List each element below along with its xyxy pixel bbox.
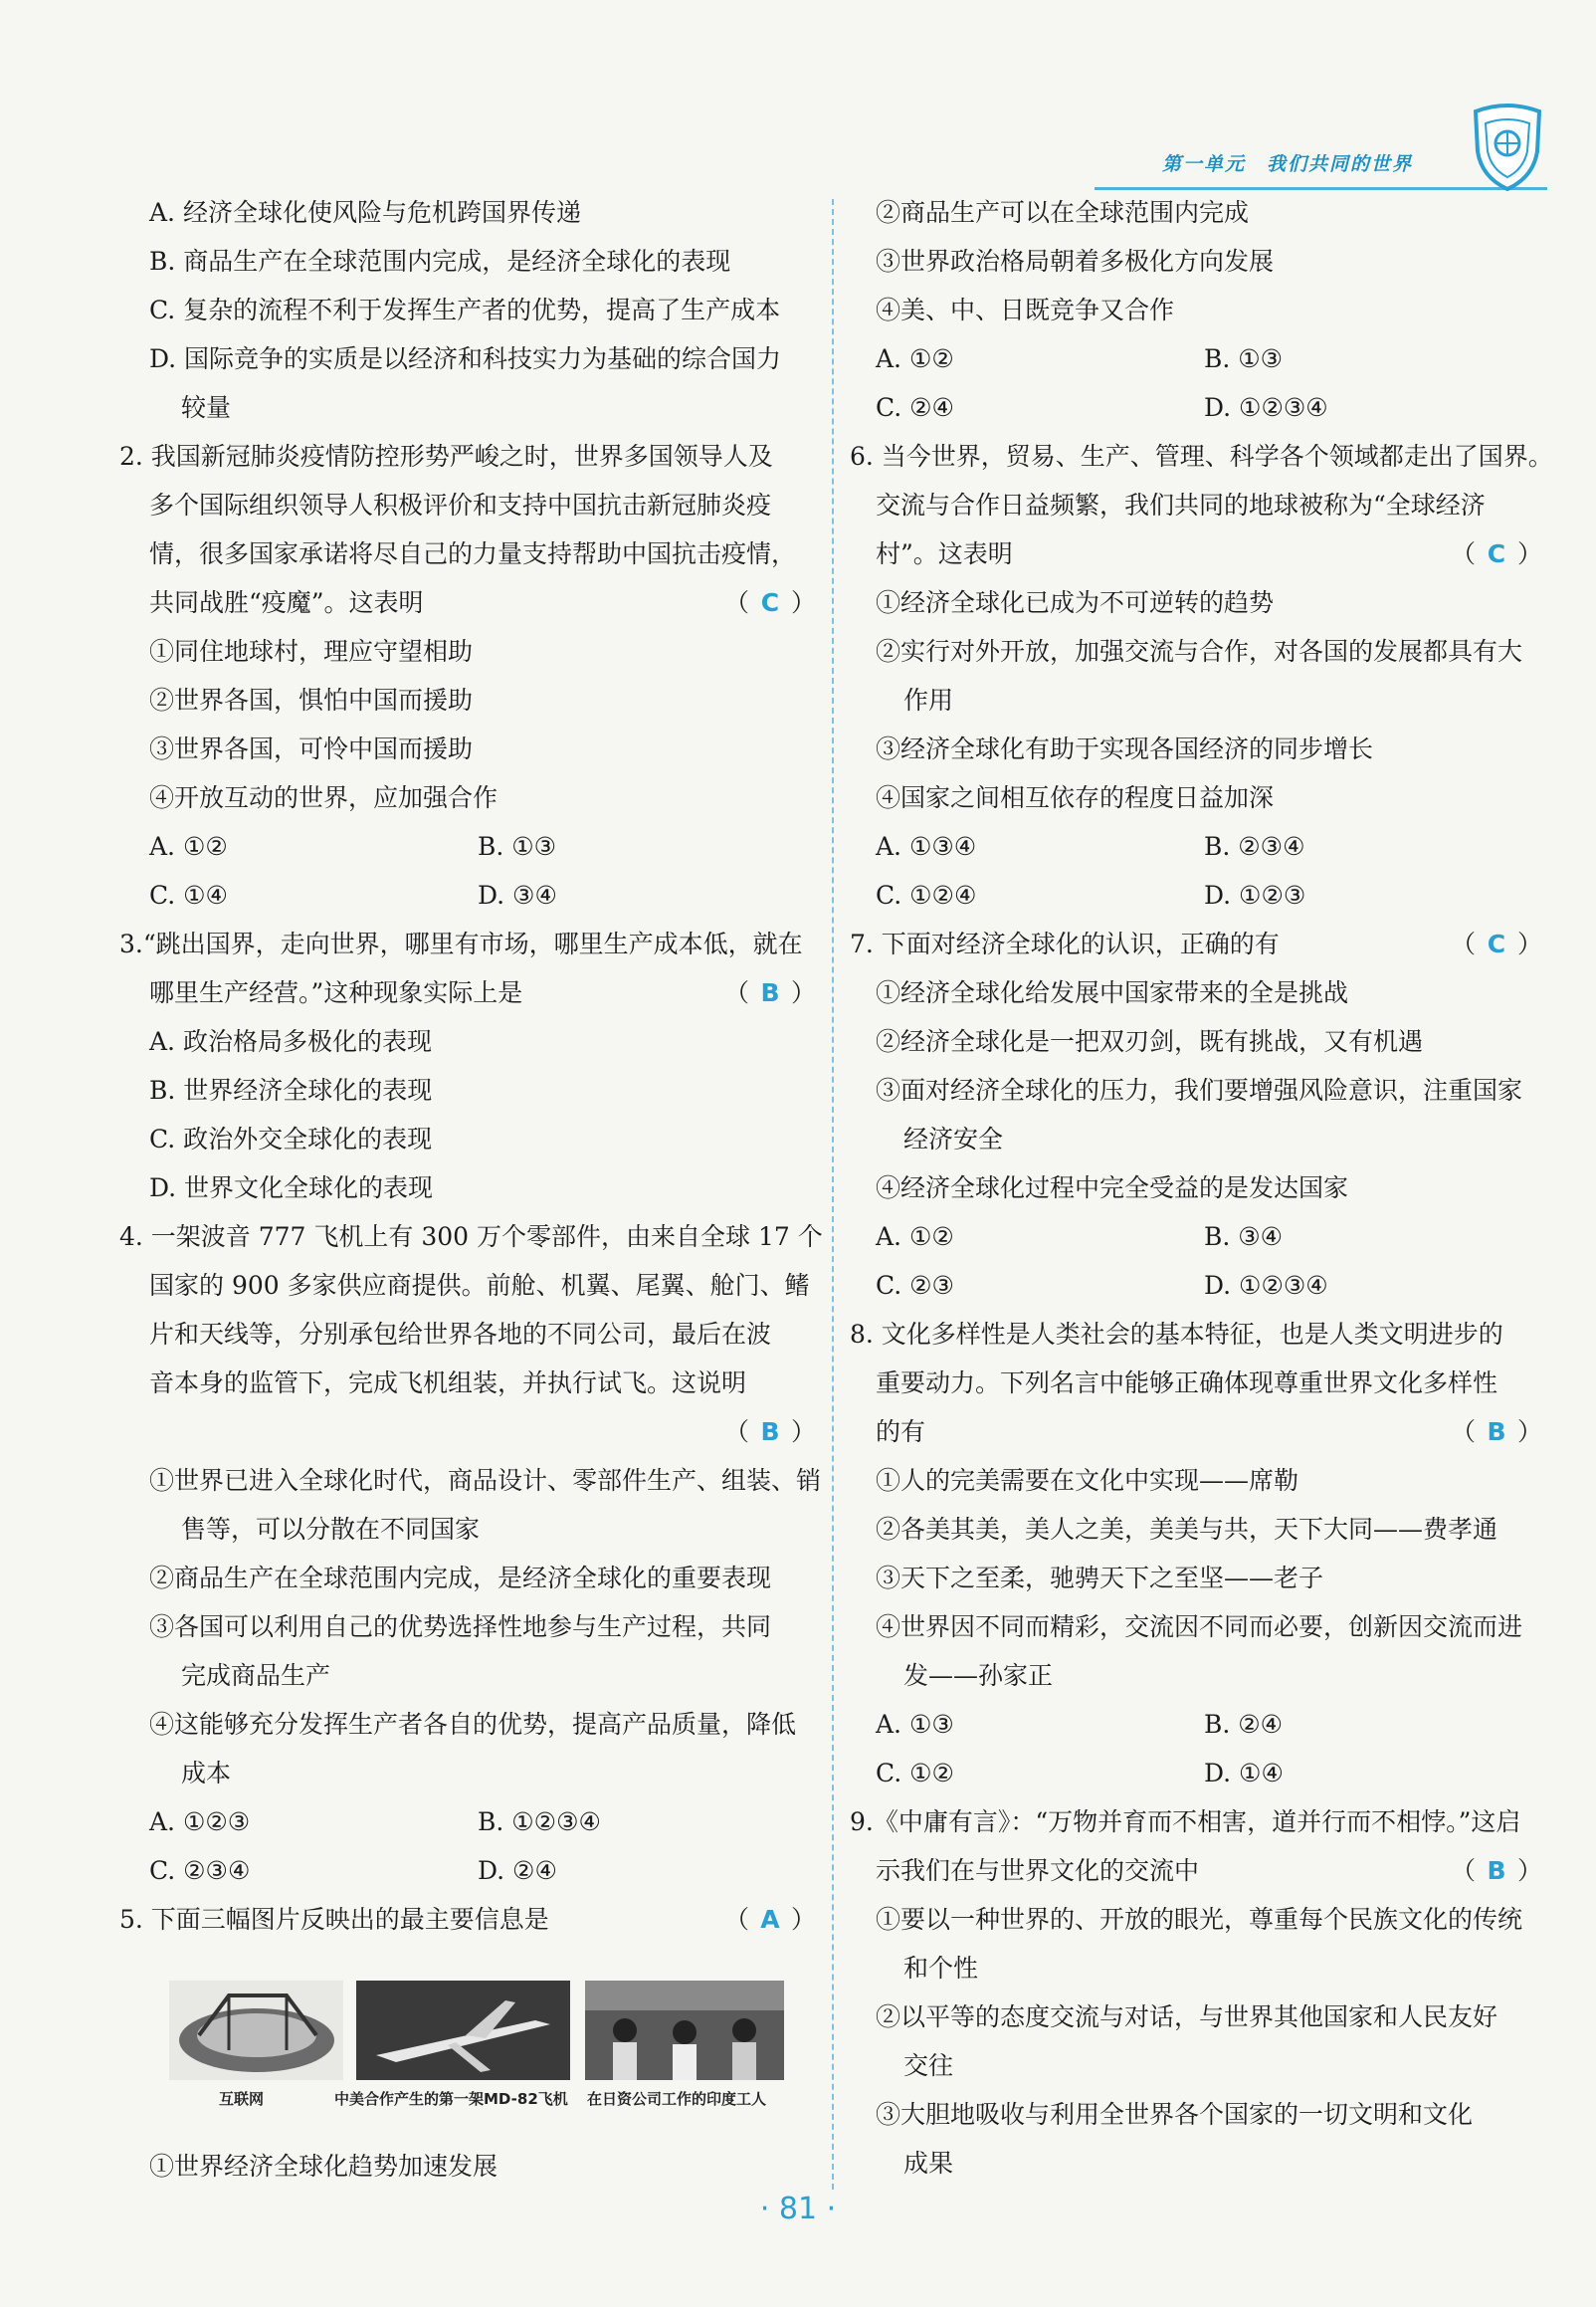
q7-options-row-1 (864, 1213, 1550, 1261)
q4-choice-d: D. ②④ (478, 1856, 557, 1885)
q4-item-3-cont: 完成商品生产 (181, 1661, 331, 1690)
q9-answer: （ B ） (1451, 1847, 1542, 1895)
q8-item-4-cont: 发——孙家正 (903, 1661, 1054, 1690)
q6-item-4: ④国家之间相互依存的程度日益加深 (876, 783, 1275, 812)
q4-choice-a: A. ①②③ (149, 1807, 251, 1836)
q5-item-1: ①世界经济全球化趋势加速发展 (149, 2152, 499, 2181)
q8-options-row-1 (864, 1701, 1550, 1749)
q6-stem-1: 6. 当今世界，贸易、生产、管理、科学各个领域都走出了国界。 (850, 442, 1553, 471)
q8-choice-a: A. ①③ (876, 1710, 954, 1739)
q1-option-d-cont: 较量 (181, 393, 232, 422)
q2-options-row-1 (119, 823, 816, 871)
q4-options-row-2 (119, 1847, 816, 1895)
q9-answer-letter: B (1487, 1856, 1506, 1885)
q7-stem (850, 921, 1542, 968)
workers-picture (585, 1981, 784, 2080)
q4-stem-2: 国家的 900 多家供应商提供。前舱、机翼、尾翼、舱门、鳍 (149, 1271, 810, 1300)
q8-item-1: ①人的完美需要在文化中实现——席勒 (876, 1466, 1299, 1495)
q7-item-4: ④经济全球化过程中完全受益的是发达国家 (876, 1173, 1349, 1202)
q2-choice-c: C. ①④ (149, 881, 228, 910)
q4-item-4-cont: 成本 (181, 1759, 232, 1787)
q2-choice-a: A. ①② (149, 832, 228, 861)
q8-item-4: ④世界因不同而精彩，交流因不同而必要，创新因交流而进 (876, 1612, 1523, 1641)
q7-item-3: ③面对经济全球化的压力，我们要增强风险意识，注重国家 (876, 1076, 1523, 1105)
q7-item-3-cont: 经济安全 (903, 1125, 1004, 1154)
q4-item-2: ②商品生产在全球范围内完成，是经济全球化的重要表现 (149, 1564, 772, 1592)
q3-answer: （ B ） (724, 969, 816, 1017)
q4-item-4: ④这能够充分发挥生产者各自的优势，提高产品质量，降低 (149, 1710, 797, 1739)
q5-item-4: ④美、中、日既竞争又合作 (876, 296, 1175, 324)
q5-choice-b: B. ①③ (1204, 344, 1284, 373)
q2-item-3: ③世界各国，可怜中国而援助 (149, 734, 474, 763)
q3-stem-1: 3.“跳出国界，走向世界，哪里有市场，哪里生产成本低，就在 (119, 930, 803, 958)
q8-choice-d: D. ①④ (1204, 1759, 1284, 1787)
q4-stem-3: 片和天线等，分别承包给世界各地的不同公司，最后在波 (149, 1320, 772, 1349)
q5-item-3: ③世界政治格局朝着多极化方向发展 (876, 247, 1275, 276)
q7-choice-c: C. ②③ (876, 1271, 954, 1300)
q6-answer-letter: C (1487, 539, 1506, 568)
q5-choice-a: A. ①② (876, 344, 954, 373)
q4-item-3: ③各国可以利用自己的优势选择性地参与生产过程，共同 (149, 1612, 772, 1641)
q6-answer: （ C ） (1451, 530, 1542, 578)
q5-pictures (169, 1981, 806, 2110)
q8-answer-letter: B (1487, 1417, 1506, 1446)
q4-stem-1: 4. 一架波音 777 飞机上有 300 万个零部件，由来自全球 17 个 (119, 1222, 823, 1251)
q5-answer: （ A ） (724, 1896, 816, 1944)
q4-choice-c: C. ②③④ (149, 1856, 251, 1885)
q1-option-a: A. 经济全球化使风险与危机跨国界传递 (149, 198, 581, 227)
q1-option-d: D. 国际竞争的实质是以经济和科技实力为基础的综合国力 (149, 344, 782, 373)
q3-answer-letter: B (760, 978, 780, 1007)
q8-stem-1: 8. 文化多样性是人类社会的基本特征，也是人类文明进步的 (850, 1320, 1503, 1349)
q4-answer: （ B ） (724, 1408, 816, 1456)
q4-options-row-1 (119, 1798, 816, 1846)
q2-stem-2: 多个国际组织领导人积极评价和支持中国抗击新冠肺炎疫 (149, 491, 772, 520)
q6-item-3: ③经济全球化有助于实现各国经济的同步增长 (876, 734, 1374, 763)
q5-options-row-1 (864, 335, 1550, 383)
q8-stem-2: 重要动力。下列名言中能够正确体现尊重世界文化多样性 (876, 1368, 1498, 1397)
q6-options-row-1 (864, 823, 1550, 871)
column-divider (832, 199, 834, 2190)
q8-choice-b: B. ②④ (1204, 1710, 1284, 1739)
q2-choice-b: B. ①③ (478, 832, 557, 861)
q8-answer: （ B ） (1451, 1408, 1542, 1456)
q6-item-2: ②实行对外开放，加强交流与合作，对各国的发展都具有大 (876, 637, 1523, 666)
q2-stem-4 (149, 579, 816, 627)
internet-picture (169, 1981, 343, 2080)
q7-choice-a: A. ①② (876, 1222, 954, 1251)
q6-options-row-2 (864, 872, 1550, 920)
q8-options-row-2 (864, 1750, 1550, 1797)
q6-choice-d: D. ①②③ (1204, 881, 1306, 910)
caption-airplane: 中美合作产生的第一架MD-82飞机 (334, 2090, 568, 2108)
q7-choice-d: D. ①②③④ (1204, 1271, 1328, 1300)
q2-options-row-2 (119, 872, 816, 920)
q2-item-4: ④开放互动的世界，应加强合作 (149, 783, 499, 812)
q7-stem-text: 7. 下面对经济全球化的认识，正确的有 (850, 930, 1280, 958)
q5-choice-c: C. ②④ (876, 393, 954, 422)
q3-option-c: C. 政治外交全球化的表现 (149, 1125, 433, 1154)
q6-stem-3 (876, 530, 1542, 578)
q7-item-1: ①经济全球化给发展中国家带来的全是挑战 (876, 978, 1349, 1007)
airplane-picture (356, 1981, 570, 2080)
q4-answer-line (149, 1408, 816, 1456)
q7-item-2: ②经济全球化是一把双刃剑，既有挑战，又有机遇 (876, 1027, 1424, 1056)
q2-item-1: ①同住地球村，理应守望相助 (149, 637, 474, 666)
q2-choice-d: D. ③④ (478, 881, 557, 910)
q2-answer: （ C ） (724, 579, 816, 627)
q7-options-row-2 (864, 1262, 1550, 1310)
q9-item-3: ③大胆地吸收与利用全世界各个国家的一切文明和文化 (876, 2100, 1474, 2129)
caption-workers: 在日资公司工作的印度工人 (587, 2090, 767, 2108)
q2-answer-letter: C (760, 588, 780, 617)
q8-choice-c: C. ①② (876, 1759, 954, 1787)
q9-item-3-cont: 成果 (903, 2149, 954, 2178)
q4-choice-b: B. ①②③④ (478, 1807, 601, 1836)
q4-item-1-cont: 售等，可以分散在不同国家 (181, 1515, 481, 1544)
q6-choice-b: B. ②③④ (1204, 832, 1305, 861)
q5-answer-letter: A (760, 1905, 780, 1934)
q5-options-row-2 (864, 384, 1550, 432)
q5-stem (119, 1896, 816, 1944)
q9-item-2: ②以平等的态度交流与对话，与世界其他国家和人民友好 (876, 2002, 1498, 2031)
q5-stem-text: 5. 下面三幅图片反映出的最主要信息是 (119, 1905, 549, 1934)
q8-item-2: ②各美其美，美人之美，美美与共，天下大同——费孝通 (876, 1515, 1498, 1544)
q1-option-c: C. 复杂的流程不利于发挥生产者的优势，提高了生产成本 (149, 296, 781, 324)
q4-answer-letter: B (760, 1417, 780, 1446)
q3-stem-2-text: 哪里生产经营。”这种现象实际上是 (149, 978, 523, 1007)
q3-option-b: B. 世界经济全球化的表现 (149, 1076, 433, 1105)
q8-item-3: ③天下之至柔，驰骋天下之至坚——老子 (876, 1564, 1324, 1592)
q5-choice-d: D. ①②③④ (1204, 393, 1328, 422)
q4-item-1: ①世界已进入全球化时代，商品设计、零部件生产、组装、销 (149, 1466, 822, 1495)
q8-stem-3 (876, 1408, 1542, 1456)
page-number: · 81 · (759, 2192, 837, 2226)
q8-stem-3-text: 的有 (876, 1417, 926, 1446)
q2-item-2: ②世界各国，惧怕中国而援助 (149, 686, 474, 715)
q3-option-d: D. 世界文化全球化的表现 (149, 1173, 434, 1202)
q7-answer: （ C ） (1451, 921, 1542, 968)
q9-stem-2 (876, 1847, 1542, 1895)
q6-choice-a: A. ①③④ (876, 832, 977, 861)
q5-item-2: ②商品生产可以在全球范围内完成 (876, 198, 1250, 227)
q7-choice-b: B. ③④ (1204, 1222, 1284, 1251)
q6-choice-c: C. ①②④ (876, 881, 977, 910)
q7-answer-letter: C (1487, 930, 1506, 958)
q4-stem-4: 音本身的监管下，完成飞机组装，并执行试飞。这说明 (149, 1368, 747, 1397)
q9-stem-1: 9.《中庸有言》：“万物并育而不相害，道并行而不相悖。”这启 (850, 1807, 1521, 1836)
q2-stem-1: 2. 我国新冠肺炎疫情防控形势严峻之时，世界多国领导人及 (119, 442, 773, 471)
q1-option-b: B. 商品生产在全球范围内完成，是经济全球化的表现 (149, 247, 731, 276)
q2-stem-4-text: 共同战胜“疫魔”。这表明 (149, 588, 424, 617)
q6-item-2-cont: 作用 (903, 686, 954, 715)
q6-item-1: ①经济全球化已成为不可逆转的趋势 (876, 588, 1275, 617)
caption-internet: 互联网 (219, 2090, 265, 2108)
q9-item-1-cont: 和个性 (903, 1954, 979, 1983)
q6-stem-3-text: 村”。这表明 (876, 539, 1013, 568)
q9-item-2-cont: 交往 (903, 2051, 954, 2080)
unit-title: 第一单元 我们共同的世界 (1161, 153, 1413, 175)
school-shield-icon (1468, 102, 1547, 191)
q6-stem-2: 交流与合作日益频繁，我们共同的地球被称为“全球经济 (876, 491, 1486, 520)
q3-option-a: A. 政治格局多极化的表现 (149, 1027, 432, 1056)
q9-stem-2-text: 示我们在与世界文化的交流中 (876, 1856, 1200, 1885)
q2-stem-3: 情，很多国家承诺将尽自己的力量支持帮助中国抗击疫情， (149, 539, 797, 568)
q9-item-1: ①要以一种世界的、开放的眼光，尊重每个民族文化的传统 (876, 1905, 1523, 1934)
q3-stem-2 (149, 969, 816, 1017)
